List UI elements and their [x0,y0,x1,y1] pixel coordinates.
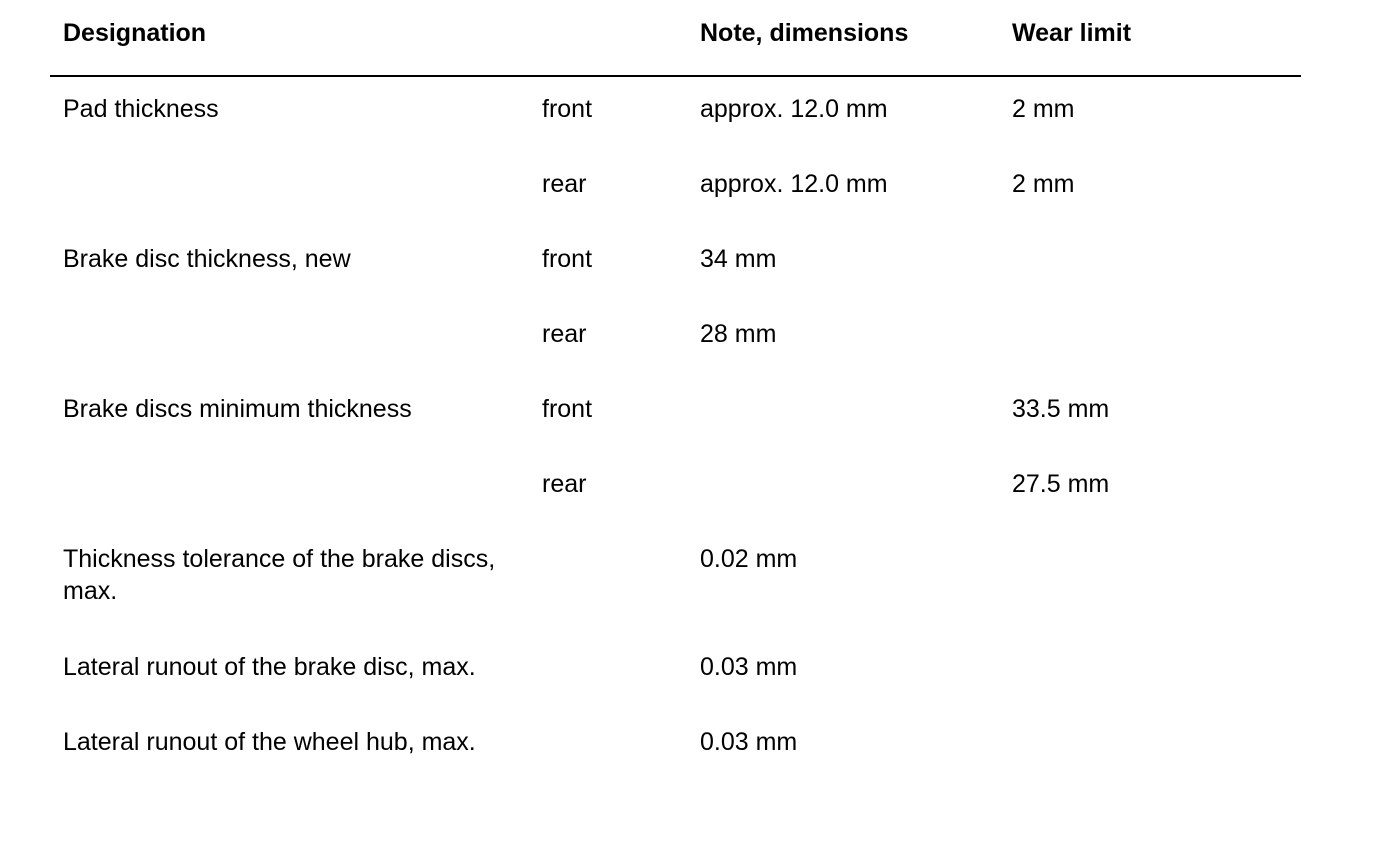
header-divider [50,75,1301,77]
position-cell: rear [542,470,587,498]
wear-limit-cell: 2 mm [1012,95,1075,123]
header-note-dimensions: Note, dimensions [700,19,909,47]
designation-cell: Lateral runout of the wheel hub, max. [63,728,476,756]
header-designation: Designation [63,19,207,47]
note-cell: 0.03 mm [700,653,798,681]
note-cell: approx. 12.0 mm [700,170,888,198]
position-cell: rear [542,170,587,198]
note-cell: 28 mm [700,320,777,348]
designation-cell: Brake disc thickness, new [63,245,351,273]
wear-limit-cell: 33.5 mm [1012,395,1110,423]
position-cell: rear [542,320,587,348]
designation-cell: Lateral runout of the brake disc, max. [63,653,476,681]
note-cell: 34 mm [700,245,777,273]
wear-limit-cell: 2 mm [1012,170,1075,198]
designation-cell: Brake discs minimum thickness [63,395,412,423]
designation-cell: Pad thickness [63,95,219,123]
header-wear-limit: Wear limit [1012,19,1132,47]
position-cell: front [542,95,593,123]
position-cell: front [542,245,593,273]
note-cell: 0.02 mm [700,545,798,573]
position-cell: front [542,395,593,423]
designation-cell: Thickness tolerance of the brake discs, max. [63,545,496,605]
note-cell: approx. 12.0 mm [700,95,888,123]
table-header [0,0,1376,76]
wear-limit-cell: 27.5 mm [1012,470,1110,498]
note-cell: 0.03 mm [700,728,798,756]
